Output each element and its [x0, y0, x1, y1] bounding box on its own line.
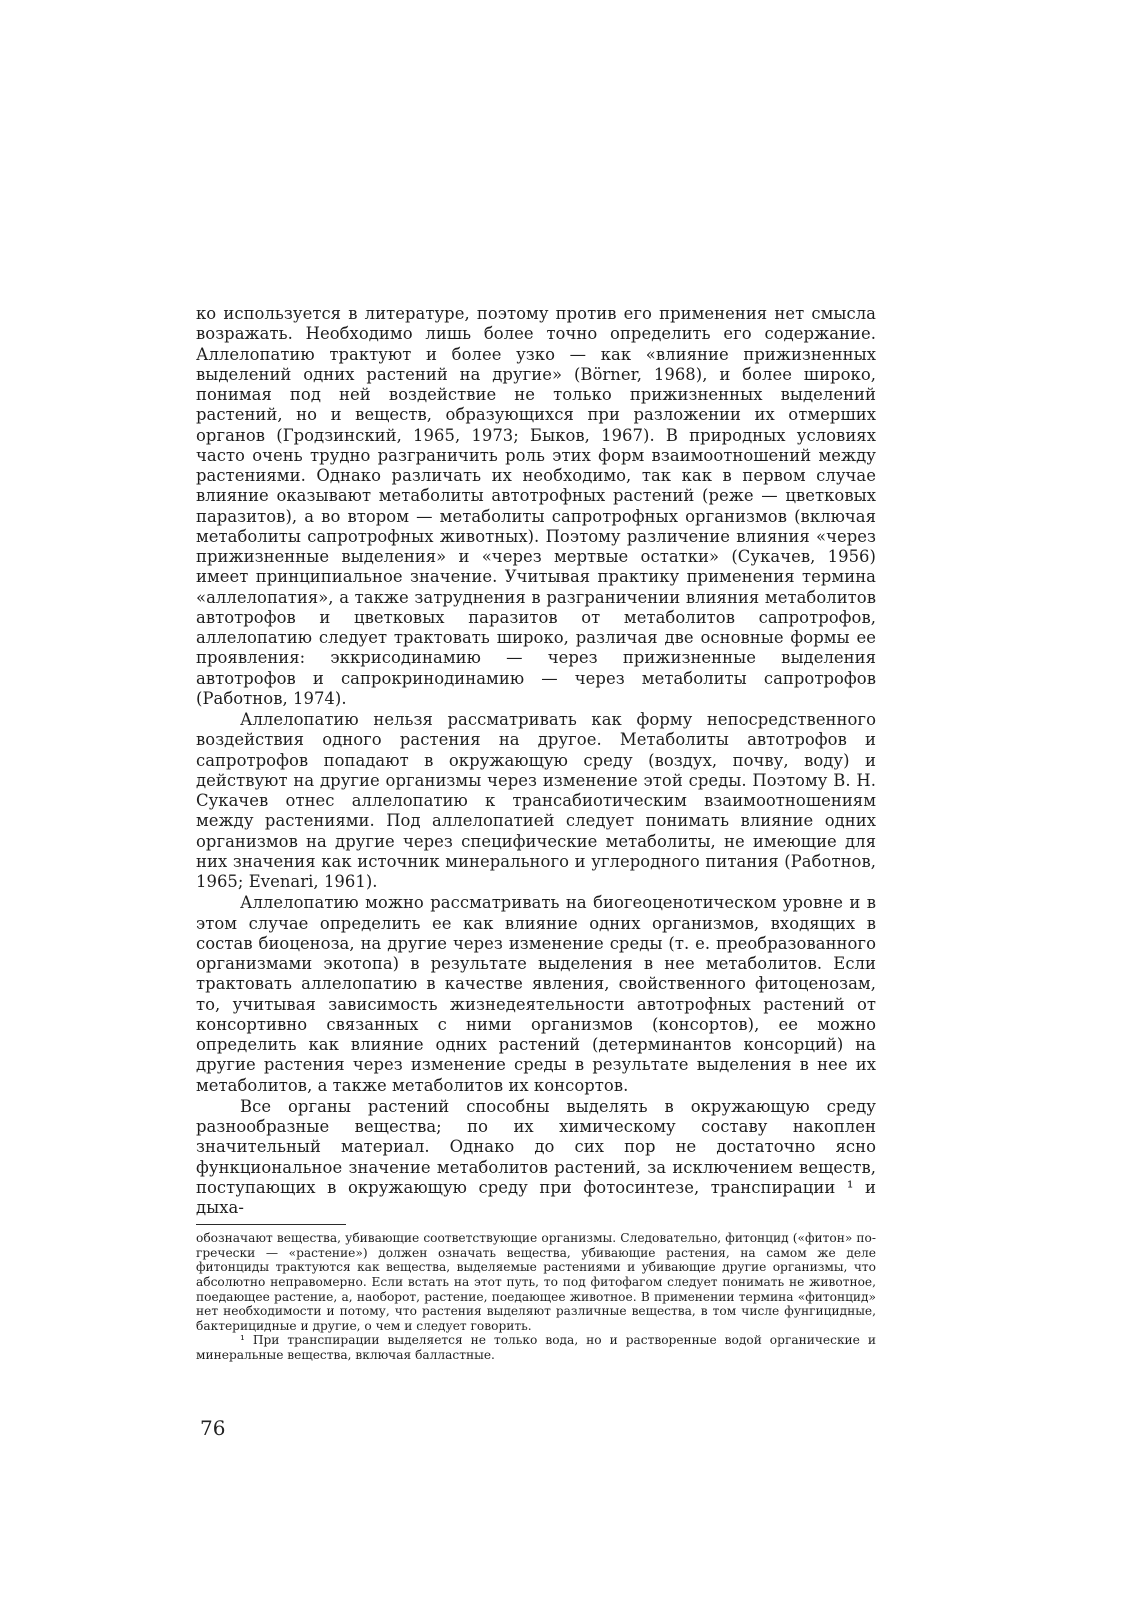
footnote-continuation: обозначают вещества, убивающие соответствующие организмы. Следовательно, фитонцид («фитон» по-гречески — «растение») должен означать вещества, убивающие растения, на самом же деле фитонциды трактуются как вещества, выделяемые растениями и убивающие другие организмы, что абсолютно неправомерно. Если встать на этот путь, то под фитофагом следует понимать не животное, поедающее растение, а, наоборот, растение, поедающее животное. В применении термина «фитонцид» нет необходимости и потому, что растения выделяют различные вещества, в том числе фунгицидные, бактерицидные и другие, о чем и следует говорить. — [196, 1231, 876, 1333]
page-number: 76 — [200, 1416, 226, 1440]
page-content — [196, 304, 876, 1363]
paragraph-3: Аллелопатию можно рассматривать на биогеоценотическом уровне и в этом случае определить ее как влияние одних организмов, входящих в состав биоценоза, на другие через изменение среды (т. е. преобразованного организмами экотопа) в результате выделения в нее метаболитов. Если трактовать аллелопатию в качестве явления, свойственного фитоценозам, то, учитывая зависимость жизнедеятельности автотрофных растений от консортивно связанных с ними организмов (консортов), ее можно определить как влияние одних растений (детерминантов консорций) на другие растения через изменение среды в результате выделения в нее их метаболитов, а также метаболитов их консортов. — [196, 893, 876, 1095]
footnotes — [196, 1231, 876, 1362]
paragraph-2: Аллелопатию нельзя рассматривать как форму непосредственного воздействия одного растения на другое. Метаболиты автотрофов и сапротрофов попадают в окружающую среду (воздух, почву, воду) и действуют на другие организмы через изменение этой среды. Поэтому В. Н. Сукачев отнес аллелопатию к трансабиотическим взаимоотношениям между растениями. Под аллелопатией следует понимать влияние одних организмов на другие через специфические метаболиты, не имеющие для них значения как источник минерального и углеродного питания (Работнов, 1965; Evenari, 1961). — [196, 710, 876, 891]
paragraph-1: ко используется в литературе, поэтому против его применения нет смысла возражать. Необходимо лишь более точно определить его содержание. Аллелопатию трактуют и более узко — как «влияние прижизненных выделений одних растений на другие» (Börner, 1968), и более широко, понимая под ней воздействие не только прижизненных выделений растений, но и веществ, образующихся при разложении их отмерших органов (Гродзинский, 1965, 1973; Быков, 1967). В природных условиях часто очень трудно разграничить роль этих форм взаимоотношений между растениями. Однако различать их необходимо, так как в первом случае влияние оказывают метаболиты автотрофных растений (реже — цветковых паразитов), а во втором — метаболиты сапротрофных организмов (включая метаболиты сапротрофных животных). Поэтому различение влияния «через прижизненные выделения» и «через мертвые остатки» (Сукачев, 1956) имеет принципиальное значение. Учитывая практику применения термина «аллелопатия», а также затруднения в разграничении влияния метаболитов автотрофов и цветковых паразитов от метаболитов сапротрофов, аллелопатию следует трактовать широко, различая две основные формы ее проявления: эккрисодинамию — через прижизненные выделения автотрофов и сапрокринодинамию — через метаболиты сапротрофов (Работнов, 1974). — [196, 304, 876, 708]
main-text — [196, 304, 876, 1218]
footnote-divider — [196, 1224, 346, 1225]
paragraph-4: Все органы растений способны выделять в окружающую среду разнообразные вещества; по их химическому составу накоплен значительный материал. Однако до сих пор не достаточно ясно функциональное значение метаболитов растений, за исключением веществ, поступающих в окружающую среду при фотосинтезе, транспирации ¹ и дыха- — [196, 1096, 876, 1217]
footnote-1: ¹ При транспирации выделяется не только вода, но и растворенные водой органические и минеральные вещества, включая балластные. — [196, 1333, 876, 1362]
